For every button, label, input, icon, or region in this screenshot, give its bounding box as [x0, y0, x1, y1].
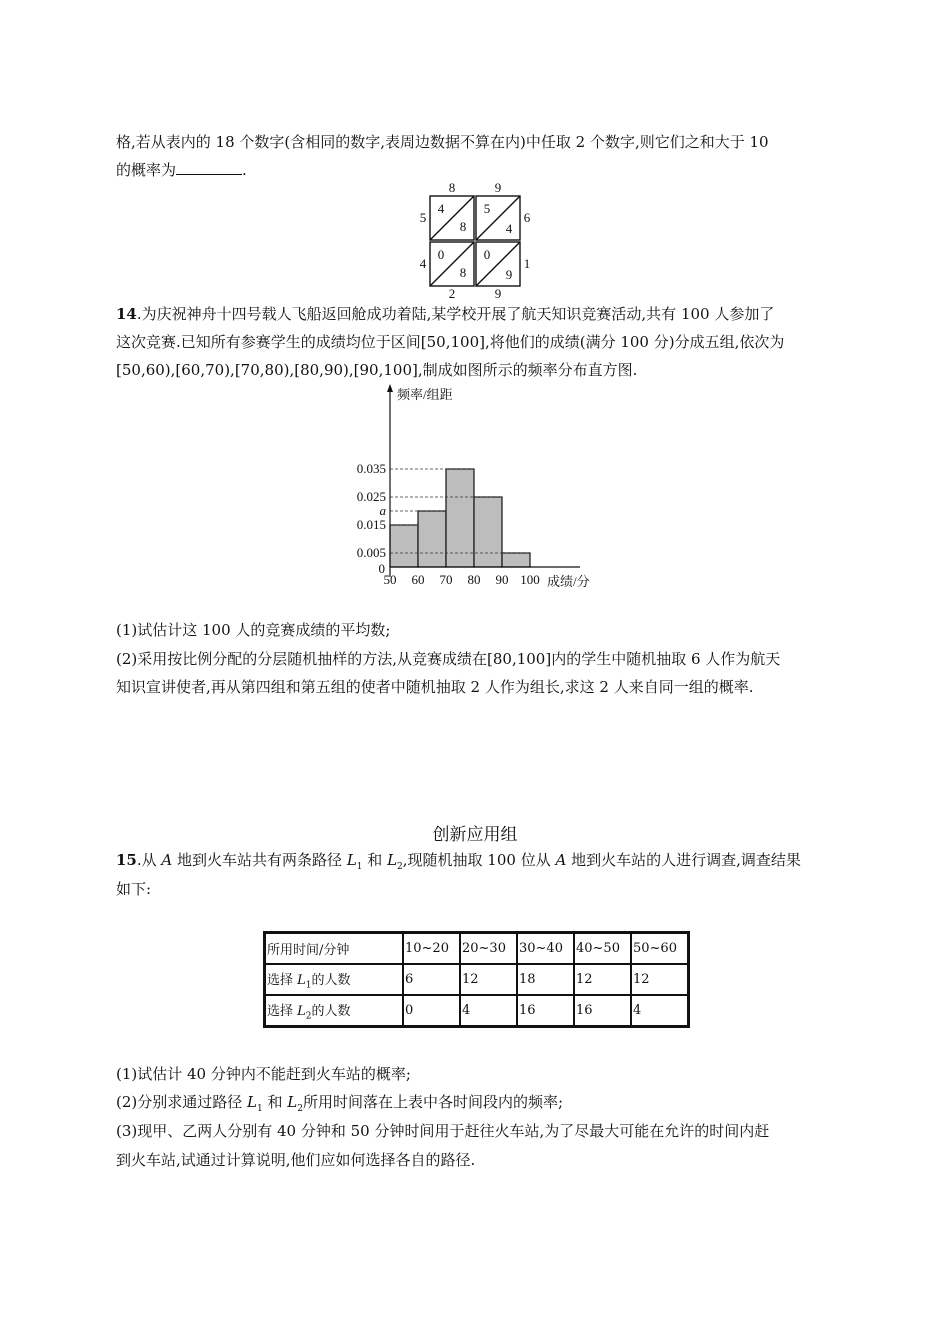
number-grid-figure [410, 180, 540, 300]
table-cell: 10~20 [403, 933, 460, 965]
var-a: A [555, 851, 567, 869]
x-tick-label: 70 [439, 572, 453, 587]
table-cell: 50~60 [631, 933, 689, 965]
y-axis-title: 频率/组距 [397, 387, 453, 402]
table-cell: 12 [631, 964, 689, 995]
table-row-label [265, 995, 404, 1027]
answer-blank[interactable] [176, 160, 242, 175]
x-tick-label: 50 [383, 572, 397, 587]
table-cell: 0 [403, 995, 460, 1027]
y-tick-label: 0.035 [356, 461, 386, 476]
q15-text: 地到火车站共有两条路径 [172, 851, 347, 869]
frequency-histogram [340, 382, 610, 594]
table-cell: 20~30 [460, 933, 517, 965]
subscript: 1 [356, 862, 363, 872]
q13-period: . [242, 161, 247, 179]
var-l: L [297, 972, 306, 988]
survey-table [263, 931, 690, 1028]
table-cell: 6 [403, 964, 460, 995]
grid-diagonal [476, 242, 520, 286]
q15-part1: (1)试估计 40 分钟内不能赶到火车站的概率; [116, 1065, 411, 1083]
q14-text-line2: 这次竞赛.已知所有参赛学生的成绩均位于区间[50,100],将他们的成绩(满分 100 分)分成五组,依次为 [116, 333, 785, 351]
subscript: 2 [305, 1011, 312, 1022]
q15-text: .从 [136, 851, 162, 869]
y-axis-arrow [387, 384, 393, 392]
row-label-text: 选择 [267, 972, 298, 988]
table-cell: 40~50 [574, 933, 631, 965]
q15-text-line2: 如下: [116, 880, 152, 898]
q15-part3-line1: (3)现甲、乙两人分别有 40 分钟和 50 分钟时间用于赶往火车站,为了尽最大可能在允许的时间内赶 [116, 1122, 770, 1140]
row-label-text: 的人数 [311, 1003, 351, 1019]
grid-top-label: 9 [494, 180, 502, 195]
grid-bottom-label: 9 [494, 286, 502, 300]
question-number: 14 [116, 305, 137, 323]
grid-right-label: 1 [523, 256, 531, 271]
histogram-bar [418, 511, 446, 567]
table-cell: 16 [517, 995, 574, 1027]
subscript: 1 [257, 1104, 263, 1114]
q14-text-line3: [50,60),[60,70),[70,80),[80,90),[90,100],制成如图所示的频率分布直方图. [116, 361, 638, 379]
var-l: L [247, 1093, 257, 1111]
table-cell: 12 [460, 964, 517, 995]
x-axis-title: 成绩/分 [547, 574, 590, 589]
subscript: 2 [397, 862, 403, 872]
q15-text: ,现随机抽取 100 位从 [402, 851, 556, 869]
q14-part2-line2: 知识宣讲使者,再从第四组和第五组的使者中随机抽取 2 人作为组长,求这 2 人来自同一组的概率. [116, 678, 754, 696]
grid-diagonal [430, 196, 474, 240]
x-tick-label: 80 [467, 572, 481, 587]
y-tick-label: a [379, 503, 386, 518]
q14-intro: .为庆祝神舟十四号载人飞船返回舱成功着陆,某学校开展了航天知识竞赛活动,共有 100 人参加了 [136, 305, 775, 323]
var-l: L [387, 851, 398, 869]
histogram-bar [474, 497, 502, 567]
grid-cell-upper: 5 [483, 201, 491, 216]
subscript: 2 [297, 1104, 303, 1114]
q13-prompt: 的概率为 [116, 161, 177, 179]
grid-left-label: 5 [419, 210, 427, 225]
grid-diagonal [430, 242, 474, 286]
grid-top-label: 8 [448, 180, 456, 195]
table-cell: 所用时间/分钟 [265, 933, 404, 965]
q15-part3-line2: 到火车站,试通过计算说明,他们应如何选择各自的路径. [116, 1151, 476, 1169]
q14-part1: (1)试估计这 100 人的竞赛成绩的平均数; [116, 621, 391, 639]
table-cell: 30~40 [517, 933, 574, 965]
q15-text: 所用时间落在上表中各时间段内的频率; [302, 1093, 564, 1111]
table-cell: 18 [517, 964, 574, 995]
var-l: L [287, 1093, 298, 1111]
grid-cell-upper: 0 [483, 247, 491, 262]
table-header-row [265, 933, 689, 965]
table-cell: 12 [574, 964, 631, 995]
table-row-label [265, 964, 404, 995]
grid-right-label: 6 [523, 210, 531, 225]
table-row [265, 964, 689, 995]
q15-text: 和 [362, 851, 388, 869]
q13-text-line1: 格,若从表内的 18 个数字(含相同的数字,表周边数据不算在内)中任取 2 个数字,则它们之和大于 10 [116, 133, 769, 151]
grid-bottom-label: 2 [448, 286, 456, 300]
q14-text-line1 [116, 304, 774, 324]
var-l: L [297, 1003, 306, 1019]
grid-cell-lower: 9 [505, 267, 513, 282]
origin-label: 0 [378, 561, 385, 576]
q15-text-line1 [116, 850, 801, 877]
q15-part2 [116, 1092, 563, 1119]
grid-diagonal [476, 196, 520, 240]
histogram-bar [390, 525, 418, 567]
q14-part2-line1: (2)采用按比例分配的分层随机抽样的方法,从竞赛成绩在[80,100]内的学生中随机抽取 6 人作为航天 [116, 650, 781, 668]
x-tick-label: 60 [411, 572, 425, 587]
q15-text: (2)分别求通过路径 [116, 1093, 248, 1111]
table-cell: 4 [460, 995, 517, 1027]
var-a: A [161, 851, 173, 869]
q15-text: 和 [262, 1093, 288, 1111]
grid-left-label: 4 [419, 256, 427, 271]
row-label-text: 的人数 [311, 972, 351, 988]
y-tick-label: 0.005 [356, 545, 386, 560]
subscript: 1 [305, 980, 312, 991]
grid-cell-lower: 4 [505, 221, 513, 236]
y-tick-label: 0.025 [356, 489, 386, 504]
q15-text: 地到火车站的人进行调查,调查结果 [566, 851, 801, 869]
row-label-text: 选择 [267, 1003, 298, 1019]
grid-cell-lower: 8 [459, 219, 467, 234]
var-l: L [346, 851, 357, 869]
histogram-bar [502, 553, 530, 567]
histogram-bar [446, 469, 474, 567]
section-heading: 创新应用组 [432, 825, 518, 845]
y-tick-label: 0.015 [356, 517, 386, 532]
table-cell: 16 [574, 995, 631, 1027]
question-number: 15 [116, 851, 137, 869]
table-cell: 4 [631, 995, 689, 1027]
grid-cell-lower: 8 [459, 265, 467, 280]
grid-cell-upper: 4 [437, 201, 445, 216]
q13-text-line2 [116, 160, 247, 180]
x-tick-label: 90 [495, 572, 509, 587]
x-tick-label: 100 [520, 572, 540, 587]
table-row [265, 995, 689, 1027]
grid-cell-upper: 0 [437, 247, 445, 262]
